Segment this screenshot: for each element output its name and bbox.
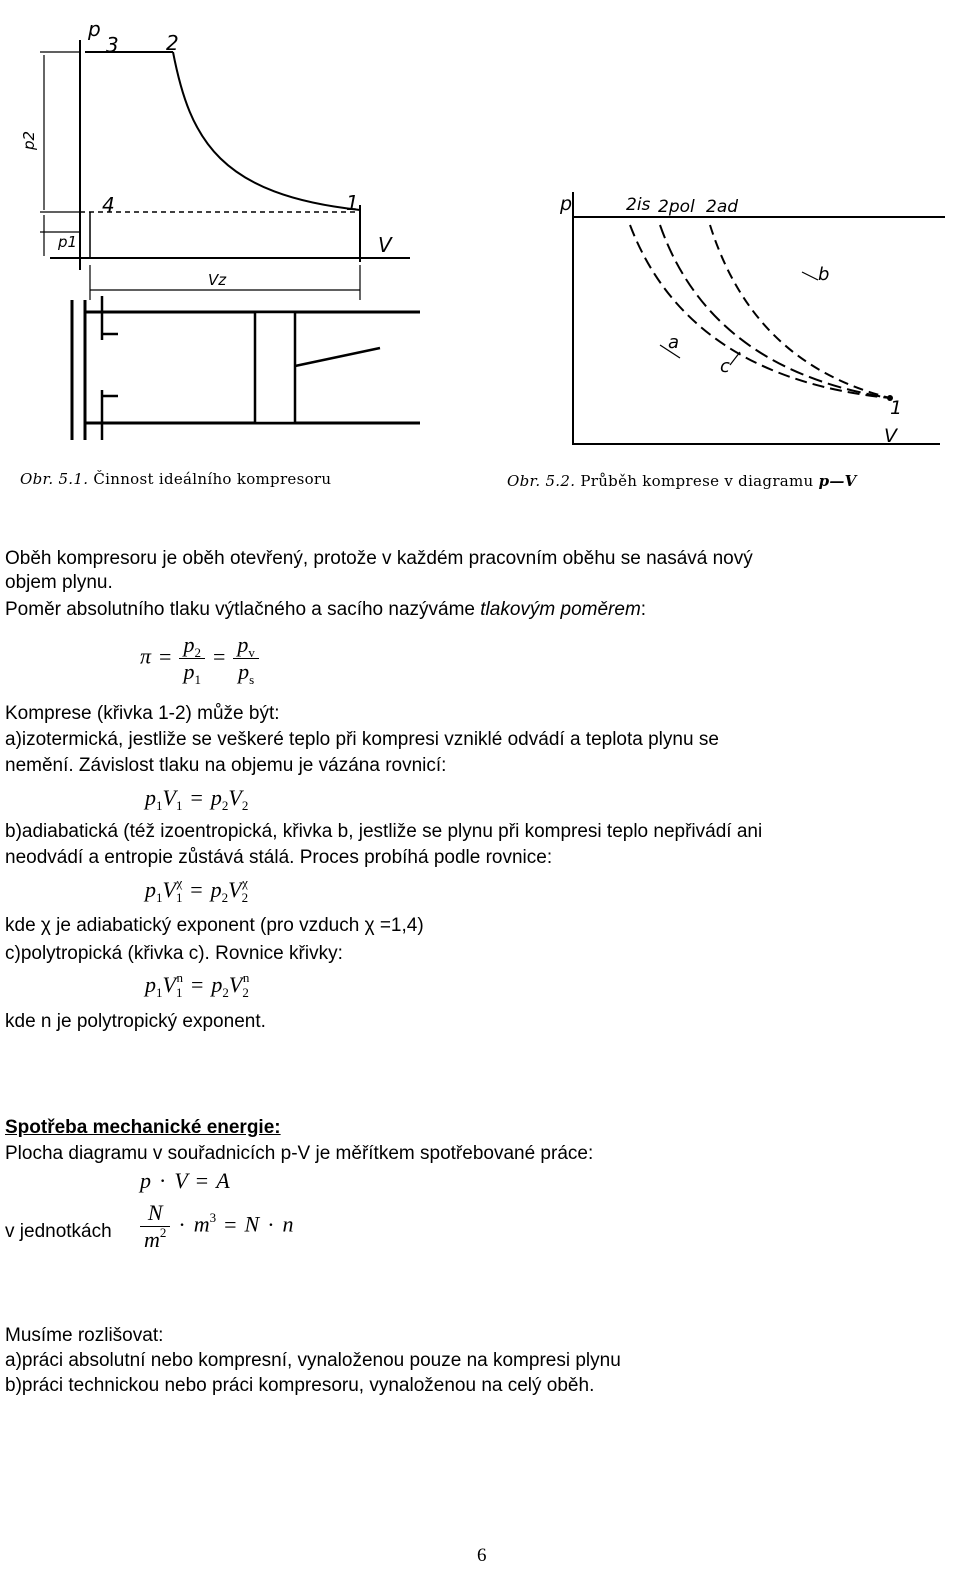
fig2-label-V: V: [884, 425, 897, 447]
para-line-13: v jednotkách: [5, 1221, 112, 1242]
equation-units: $\frac{N}{m^2}$ · $m^3 = N \cdot n$: [140, 1200, 294, 1253]
para-line-15: a)práci absolutní nebo kompresní, vynaloženou pouze na kompresi plynu: [5, 1350, 621, 1371]
fig2-label-c: c: [720, 356, 730, 377]
fraction-pv-ps: $\frac{p_v}{p_s}$: [233, 632, 259, 685]
pi-symbol: π: [140, 643, 152, 669]
ratio-intro: Poměr absolutního tlaku výtlačného a sacího nazýváme: [5, 599, 481, 620]
fraction-N-m2: $\frac{N}{m^2}$: [140, 1200, 170, 1253]
pressure-ratio-term: tlakovým poměrem: [480, 599, 641, 620]
fig2-label-2pol: 2pol: [658, 197, 695, 217]
fig2-caption-number: Obr. 5.2.: [507, 472, 576, 490]
para-line-4: Komprese (křivka 1-2) může být:: [5, 703, 280, 724]
para-line-12: Plocha diagramu v souřadnicích p-V je měřítkem spotřebované práce:: [5, 1143, 594, 1164]
figure-ideal-compressor: [20, 0, 420, 455]
equation-work: p · V = A: [140, 1168, 230, 1193]
page-number: 6: [477, 1545, 487, 1566]
piston: [255, 312, 295, 423]
para-line-10: c)polytropická (křivka c). Rovnice křivky:: [5, 943, 343, 964]
para-line-11: kde n je polytropický exponent.: [5, 1011, 266, 1032]
ratio-colon: :: [640, 599, 647, 620]
fig2-caption-text: Průběh komprese v diagramu: [580, 472, 814, 490]
curve-adiabatic: [710, 225, 890, 398]
fig1-label-2: 2: [166, 31, 179, 55]
fig1-label-V: V: [378, 233, 392, 257]
fig1-caption-text: Činnost ideálního kompresoru: [93, 470, 332, 488]
eq-sign: =: [159, 643, 172, 669]
para-line-2: objem plynu.: [5, 572, 113, 593]
equation-isothermal: $p_1V_1 = p_2V_2$: [145, 785, 249, 813]
section-heading-energy: Spotřeba mechanické energie:: [5, 1117, 281, 1138]
equation-pressure-ratio: [140, 632, 259, 685]
curve-isothermal: [630, 225, 890, 398]
fraction-p2-p1: $\frac{p_2}{p_1}$: [179, 632, 205, 685]
fig1-label-1: 1: [346, 191, 359, 215]
para-line-16: b)práci technickou nebo práci kompresoru, vynaloženou na celý oběh.: [5, 1375, 595, 1396]
compression-curve: [173, 52, 360, 210]
fig2-label-2ad: 2ad: [706, 197, 739, 217]
fig1-label-4: 4: [102, 193, 115, 217]
fig2-label-p: p: [560, 193, 573, 215]
para-line-9: kde χ je adiabatický exponent (pro vzduch χ =1,4): [5, 915, 424, 936]
eq-sign: =: [212, 643, 226, 669]
para-line-1: Oběh kompresoru je oběh otevřený, protože v každém pracovním oběhu se nasává nový: [5, 548, 753, 569]
curve-polytropic: [660, 225, 890, 398]
fig1-label-Vz: Vz: [208, 271, 227, 289]
fig2-label-1: 1: [890, 397, 903, 419]
fig1-caption: [20, 470, 331, 488]
piston-rod: [295, 348, 380, 366]
figure-compression-pv: [540, 180, 950, 470]
para-line-5: a)izotermická, jestliže se veškeré teplo při kompresi vzniklé odvádí a teplota plynu se: [5, 729, 719, 750]
fig1-label-p2: p2: [20, 130, 38, 150]
fig1-label-3: 3: [106, 33, 119, 57]
para-line-7: b)adiabatická (též izoentropická, křivka b, jestliže se plynu při kompresi teplo nepřivádí ani: [5, 821, 763, 842]
fig2-caption: [507, 472, 857, 490]
fig1-caption-number: Obr. 5.1.: [20, 470, 89, 488]
para-line-3: [5, 598, 646, 622]
fig2-label-2is: 2is: [626, 195, 651, 215]
para-line-14: Musíme rozlišovat:: [5, 1325, 164, 1346]
fig2-label-a: a: [668, 332, 680, 353]
fig1-label-p: p: [88, 17, 101, 41]
equation-polytropic: $p_1V_1^n = p_2V_2^n$: [145, 970, 250, 1000]
fig2-label-b: b: [818, 264, 830, 285]
equation-adiabatic: $p_1V_1^\chi = p_2V_2^\chi$: [145, 875, 249, 905]
fig1-label-p1: p1: [58, 233, 78, 251]
fig2-caption-var: p—V: [818, 472, 857, 490]
para-line-8: neodvádí a entropie zůstává stálá. Proces probíhá podle rovnice:: [5, 847, 553, 868]
para-line-6: nemění. Závislost tlaku na objemu je vázána rovnicí:: [5, 755, 447, 776]
cylinder: [72, 296, 420, 440]
